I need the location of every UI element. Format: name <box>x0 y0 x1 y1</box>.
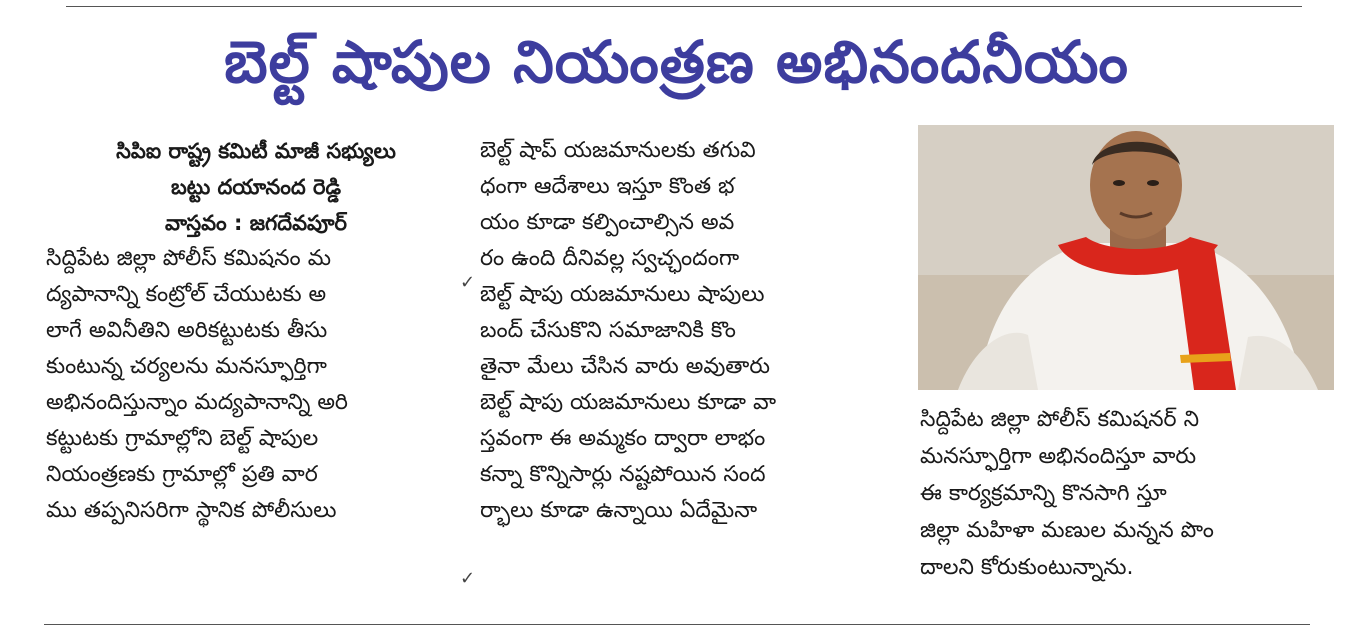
headline: బెల్ట్ షాపుల నియంత్రణ అభినందనీయం <box>224 28 1129 96</box>
column-2-line: బెల్ట్ షాపు యజమానులు షాపులు <box>480 282 765 307</box>
column-2 <box>480 133 900 529</box>
column-1 <box>46 133 466 529</box>
byline-title: సిపిఐ రాష్ట్ర కమిటీ మాజీ సభ్యులు <box>116 139 396 163</box>
column-1-line: నియంత్రణకు గ్రామాల్లో ప్రతి వార <box>46 462 318 487</box>
caption-line: జిల్లా మహిళా మణుల మన్నన పొం <box>920 518 1214 543</box>
top-rule <box>66 6 1302 7</box>
column-2-line: బెల్ట్ షాపు యజమానులు కూడా వా <box>480 390 776 415</box>
column-2-line: బంద్ చేసుకొని సమాజానికి కొం <box>480 318 736 343</box>
caption-line: దాలని కోరుకుంటున్నాను. <box>920 555 1134 580</box>
column-1-line: సిద్దిపేట జిల్లా పోలీస్ కమిషనం మ <box>46 246 331 271</box>
column-1-line: లాగే అవినీతిని అరికట్టుటకు తీసు <box>46 318 328 343</box>
byline-dateline: వాస్తవం : జగదేవపూర్ <box>165 211 347 235</box>
column-2-line: కన్నా కొన్నిసార్లు నష్టపోయిన సంద <box>480 462 766 487</box>
photo-caption <box>920 401 1340 586</box>
continuation-mark-icon: ✓ <box>460 568 476 589</box>
column-2-line: ధంగా ఆదేశాలు ఇస్తూ కొంత భ <box>480 174 735 199</box>
bottom-rule <box>44 624 1310 625</box>
caption-line: సిద్దిపేట జిల్లా పోలీస్ కమిషనర్ ని <box>920 407 1200 432</box>
byline-author: బట్టు దయానంద రెడ్డి <box>171 175 341 199</box>
column-1-line: ద్యపానాన్ని కంట్రోల్ చేయుటకు అ <box>46 282 327 307</box>
column-1-line: అభినందిస్తున్నాం మద్యపానాన్ని అరి <box>46 390 348 415</box>
column-2-line: రం ఉంది దీనివల్ల స్వచ్ఛందంగా <box>480 246 740 271</box>
column-1-line: కట్టుటకు గ్రామాల్లోని బెల్ట్ షాపుల <box>46 426 319 451</box>
column-2-line: స్తవంగా ఈ అమ్మకం ద్వారా లాభం <box>480 426 766 451</box>
column-2-line: ర్భాలు కూడా ఉన్నాయి ఏదేమైనా <box>480 498 758 523</box>
caption-line: ఈ కార్యక్రమాన్ని కొనసాగి స్తూ <box>920 481 1167 506</box>
column-2-line: తైనా మేలు చేసిన వారు అవుతారు <box>480 354 771 379</box>
portrait-photo <box>918 125 1334 390</box>
caption-line: మనస్ఫూర్తిగా అభినందిస్తూ వారు <box>920 444 1197 469</box>
column-2-line: బెల్ట్ షాప్ యజమానులకు తగువి <box>480 138 756 163</box>
column-2-line: యం కూడా కల్పించాల్సిన అవ <box>480 210 735 235</box>
column-1-line: ము తప్పనిసరిగా స్థానిక పోలీసులు <box>46 498 337 523</box>
portrait-illustration <box>918 125 1334 390</box>
column-1-line: కుంటున్న చర్యలను మనస్ఫూర్తిగా <box>46 354 327 379</box>
continuation-mark-icon: ✓ <box>460 272 476 293</box>
